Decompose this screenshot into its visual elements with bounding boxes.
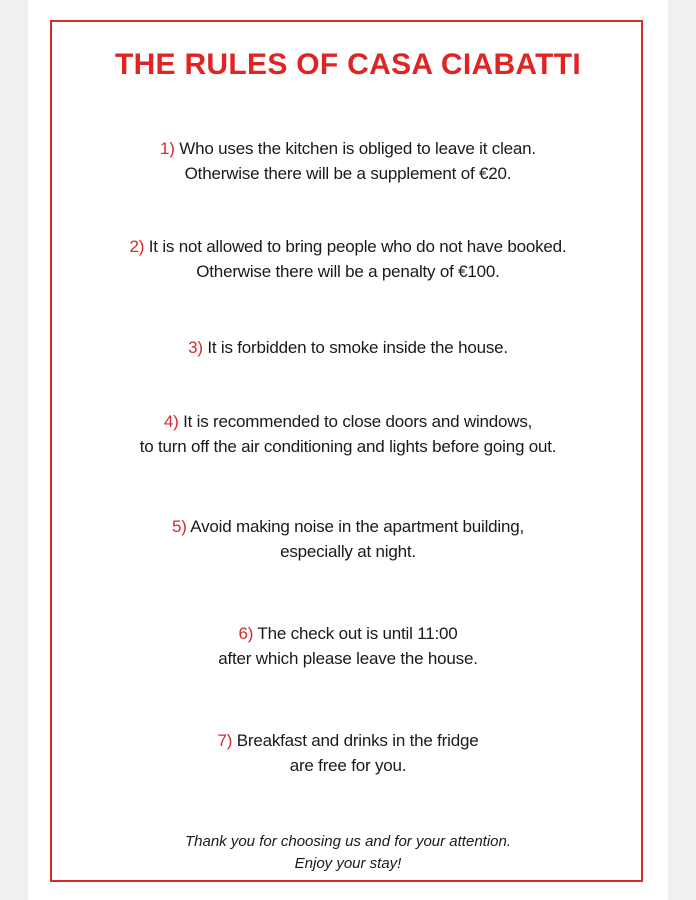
closing-note	[0, 831, 696, 875]
rule-number: 2)	[129, 237, 145, 256]
rule-text: Who uses the kitchen is obliged to leave it clean.	[179, 139, 536, 158]
rule-7	[0, 728, 696, 778]
rule-1	[0, 136, 696, 186]
rule-text: Otherwise there will be a supplement of €20.	[184, 164, 512, 183]
rule-text: Otherwise there will be a penalty of €100.	[196, 262, 500, 281]
rule-number: 6)	[238, 624, 254, 643]
rule-5	[0, 514, 696, 564]
rule-text: after which please leave the house.	[218, 649, 478, 668]
rule-3	[0, 335, 696, 360]
rule-number: 1)	[160, 139, 175, 158]
closing-enjoy: Enjoy your stay!	[294, 855, 402, 872]
rule-6	[0, 621, 696, 671]
rule-text: It is not allowed to bring people who do not have booked.	[148, 237, 567, 256]
rule-number: 4)	[163, 412, 179, 431]
rule-number: 7)	[217, 731, 233, 750]
rule-text: It is forbidden to smoke inside the house.	[207, 338, 508, 357]
document-title: THE RULES OF CASA CIABATTI	[114, 48, 582, 81]
rule-text: Avoid making noise in the apartment building,	[190, 517, 525, 536]
rule-2	[0, 234, 696, 284]
rule-text: to turn off the air conditioning and lights before going out.	[139, 437, 557, 456]
rule-text: Breakfast and drinks in the fridge	[236, 731, 479, 750]
rule-text: especially at night.	[280, 542, 416, 561]
rule-number: 3)	[188, 338, 203, 357]
rule-text: It is recommended to close doors and windows,	[183, 412, 533, 431]
closing-thanks: Thank you for choosing us and for your attention.	[184, 833, 512, 850]
rule-4	[0, 409, 696, 459]
rule-text: are free for you.	[289, 756, 407, 775]
rule-number: 5)	[171, 517, 187, 536]
rule-text: The check out is until 11:00	[257, 624, 458, 643]
